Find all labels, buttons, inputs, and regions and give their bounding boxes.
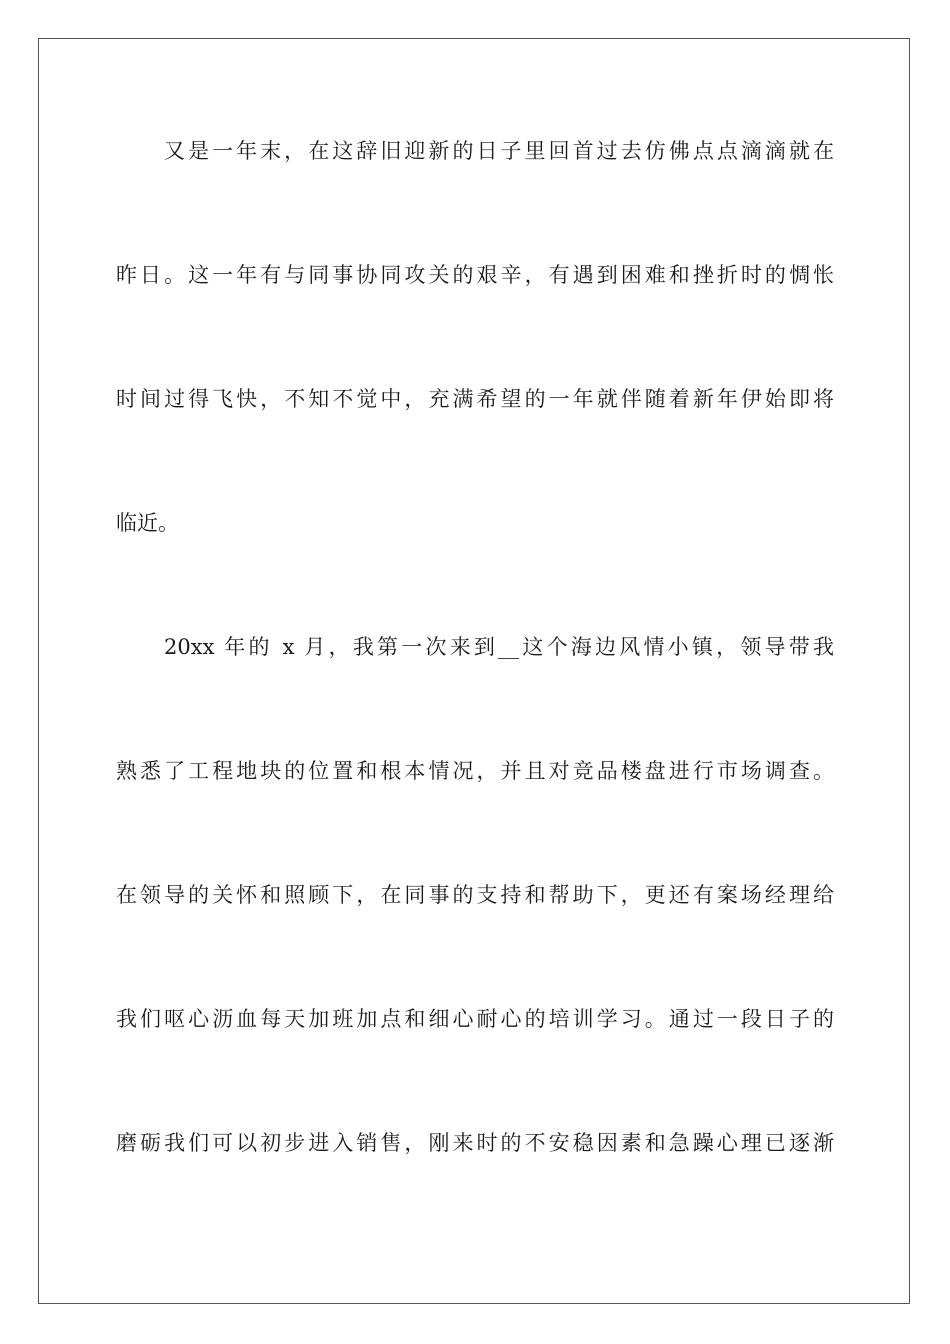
paragraph-2-line-2: 临近。 [116, 511, 179, 535]
paragraph-3-line-3: 在领导的关怀和照顾下，在同事的支持和帮助下，更还有案场经理给 [116, 883, 834, 907]
paragraph-3-line-2: 熟悉了工程地块的位置和根本情况，并且对竞品楼盘进行市场调查。 [116, 759, 834, 783]
paragraph-3-line-5: 磨砺我们可以初步进入销售，刚来时的不安稳因素和急躁心理已逐渐 [116, 1131, 834, 1155]
paragraph-3-line-4: 我们呕心沥血每天加班加点和细心耐心的培训学习。通过一段日子的 [116, 1007, 834, 1031]
paragraph-1-line-2: 昨日。这一年有与同事协同攻关的艰辛，有遇到困难和挫折时的惆怅 [116, 263, 834, 287]
paragraph-3-line-1: 20xx 年的 x 月，我第一次来到__这个海边风情小镇，领导带我 [164, 635, 834, 659]
paragraph-1-line-1: 又是一年末，在这辞旧迎新的日子里回首过去仿佛点点滴滴就在 [164, 139, 834, 163]
page-border [38, 38, 910, 1304]
paragraph-2-line-1: 时间过得飞快，不知不觉中，充满希望的一年就伴随着新年伊始即将 [116, 387, 834, 411]
